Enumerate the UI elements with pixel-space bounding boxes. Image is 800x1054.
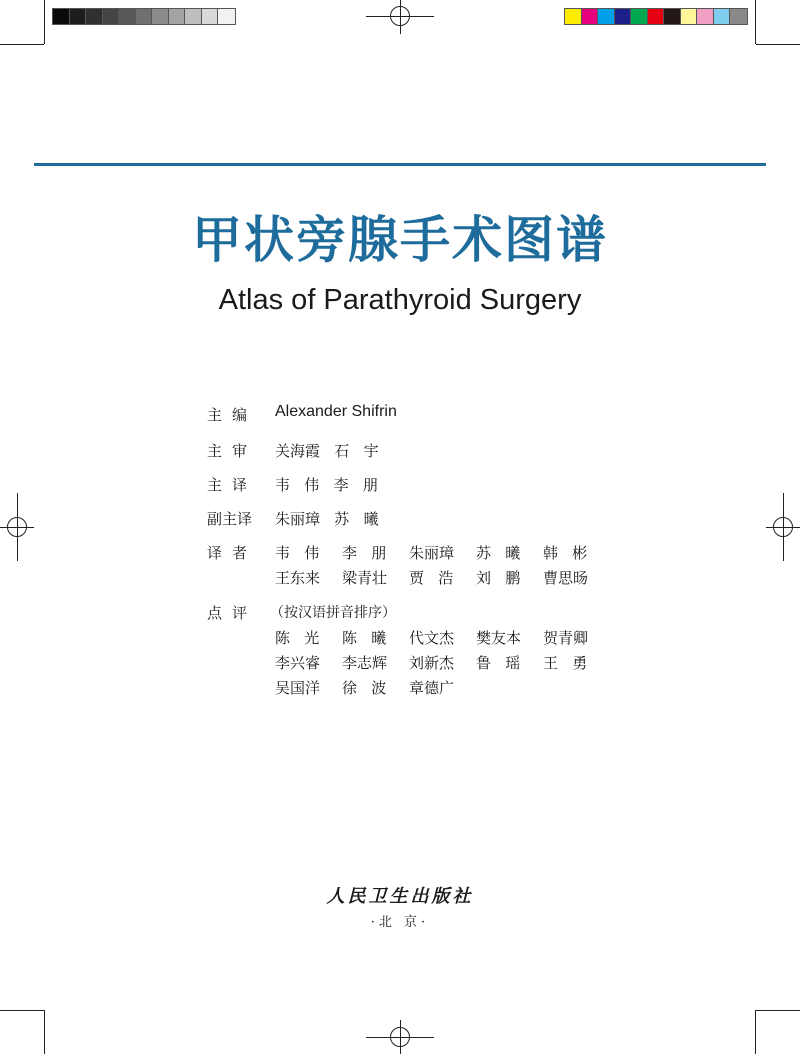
crop-mark — [756, 1010, 800, 1011]
color-swatch — [103, 9, 120, 24]
commentator-name: 樊友本 — [476, 629, 522, 647]
color-swatch — [598, 9, 615, 24]
registration-mark — [773, 517, 793, 537]
color-swatch — [582, 9, 599, 24]
commentator-name: 王 勇 — [543, 654, 588, 672]
color-swatch — [53, 9, 70, 24]
commentator-name: 陈 光 — [275, 629, 320, 647]
top-rule — [34, 163, 766, 166]
chief-translator-names: 韦 伟 李 朋 — [275, 476, 378, 494]
color-swatch — [697, 9, 714, 24]
color-swatch — [152, 9, 169, 24]
commentator-name: 徐 波 — [342, 679, 387, 697]
translator-name: 李 朋 — [342, 544, 387, 562]
translators-line-2 — [275, 567, 610, 588]
crop-mark — [44, 1010, 45, 1054]
registration-mark — [390, 6, 410, 26]
color-bar — [564, 8, 748, 25]
color-swatch — [119, 9, 136, 24]
commentator-name: 李兴睿 — [275, 654, 321, 672]
registration-mark — [7, 517, 27, 537]
commentators-line-3 — [275, 677, 476, 698]
crop-mark — [756, 44, 800, 45]
commentators-line-1 — [275, 627, 610, 648]
color-swatch — [70, 9, 87, 24]
color-swatch — [730, 9, 747, 24]
grayscale-bar — [52, 8, 236, 25]
book-title-english: Atlas of Parathyroid Surgery — [218, 284, 582, 316]
translator-name: 韩 彬 — [543, 544, 588, 562]
commentator-name: 陈 曦 — [342, 629, 387, 647]
publisher-name: 人民卫生出版社 — [326, 886, 474, 907]
role-label: 主编 — [207, 406, 258, 424]
book-title-chinese: 甲状旁腺手术图谱 — [192, 211, 608, 269]
commentator-name: 贺青卿 — [543, 629, 589, 647]
color-swatch — [631, 9, 648, 24]
color-swatch — [202, 9, 219, 24]
crop-mark — [0, 44, 44, 45]
translator-name: 贾 浩 — [409, 569, 454, 587]
translator-name: 朱丽璋 — [409, 544, 455, 562]
commentators-line-2 — [275, 652, 610, 673]
deputy-translator-names: 朱丽璋 苏 曦 — [275, 510, 379, 528]
commentator-name: 章德广 — [409, 679, 455, 697]
crop-mark — [755, 1010, 756, 1054]
crop-mark — [755, 0, 756, 44]
role-label: 主审 — [207, 442, 258, 460]
commentator-name: 李志辉 — [342, 654, 388, 672]
color-swatch — [714, 9, 731, 24]
crop-mark — [44, 0, 45, 44]
translator-name: 曹思旸 — [543, 569, 589, 587]
role-label: 点评 — [207, 604, 258, 622]
commentator-name: 代文杰 — [409, 629, 455, 647]
translator-name: 韦 伟 — [275, 544, 320, 562]
commentator-name: 鲁 瑶 — [476, 654, 521, 672]
translators-line-1 — [275, 542, 610, 563]
translator-name: 苏 曦 — [476, 544, 521, 562]
sort-order-note: （按汉语拼音排序） — [270, 605, 396, 621]
color-swatch — [664, 9, 681, 24]
commentator-name: 吴国洋 — [275, 679, 321, 697]
chief-reviewer-names: 关海霞 石 宇 — [275, 442, 379, 460]
translator-name: 王东来 — [275, 569, 321, 587]
translator-name: 刘 鹏 — [476, 569, 521, 587]
crop-mark — [0, 1010, 44, 1011]
color-swatch — [648, 9, 665, 24]
registration-mark — [390, 1027, 410, 1047]
publisher-city: ·北 京· — [370, 915, 430, 930]
commentator-name: 刘新杰 — [409, 654, 455, 672]
color-swatch — [565, 9, 582, 24]
role-label: 主译 — [207, 476, 258, 494]
color-swatch — [169, 9, 186, 24]
color-swatch — [615, 9, 632, 24]
color-swatch — [681, 9, 698, 24]
color-swatch — [218, 9, 235, 24]
color-swatch — [86, 9, 103, 24]
color-swatch — [136, 9, 153, 24]
color-swatch — [185, 9, 202, 24]
role-label: 译者 — [207, 544, 258, 562]
editor-name: Alexander Shifrin — [275, 403, 397, 420]
translator-name: 梁青壮 — [342, 569, 388, 587]
role-label: 副主译 — [207, 510, 253, 528]
